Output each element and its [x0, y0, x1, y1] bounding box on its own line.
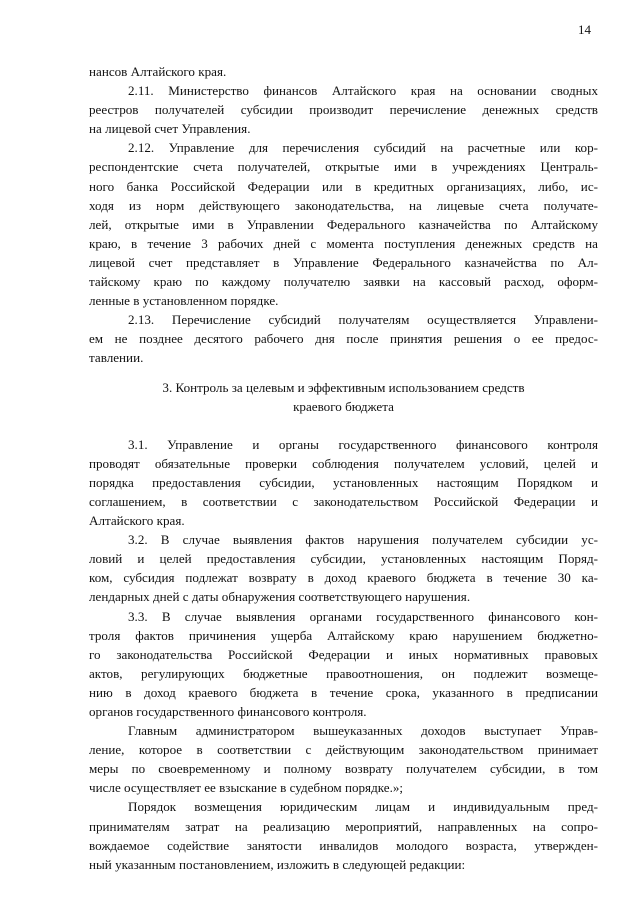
text-line: 2.11. Министерство финансов Алтайского края на основании сводных: [128, 83, 598, 99]
text-line: ного банка Российской Федерации или в кредитных организациях, либо, ис-: [89, 178, 598, 194]
text-line: ходя из норм действующего законодательства, на лицевые счета получате-: [89, 197, 598, 213]
text-line: тавлении.: [89, 350, 144, 366]
text-line: вождаемое содействие занятости инвалидов молодого возраста, утвержден-: [89, 837, 598, 853]
paragraph-2-12: [89, 138, 598, 310]
text-line: ление, которое в соответствии с действующим законодательством принимает: [89, 742, 598, 758]
text-line: порядка предоставления субсидии, установленных настоящим Порядком и: [89, 474, 598, 490]
text-line: ем не позднее десятого рабочего дня после принятия решения о ее предос-: [89, 331, 598, 347]
heading-line: краевого бюджета: [293, 398, 394, 414]
paragraph-order: [89, 797, 598, 873]
text-line: краю, в течение 3 рабочих дней с момента поступления денежных средств на: [89, 235, 598, 251]
text-line: ный указанным постановлением, изложить в следующей редакции:: [89, 856, 466, 872]
text-line: актов, регулирующих бюджетные правоотношения, он подлежит возмеще-: [89, 665, 598, 681]
section-heading: [89, 378, 598, 416]
paragraph-2-10-tail: [89, 62, 598, 81]
text-line: лей, открытые ими в Управлении Федерального казначейства по Алтайскому: [89, 216, 598, 232]
paragraph-2-11: [89, 81, 598, 138]
text-line: 2.12. Управление для перечисления субсидий на расчетные или кор-: [128, 140, 598, 156]
text-line: Главным администратором вышеуказанных доходов выступает Управ-: [128, 723, 598, 739]
text-line: троля фактов причинения ущерба Алтайскому краю нарушением бюджетно-: [89, 627, 598, 643]
text-line: принимателям затрат на реализацию мероприятий, направленных на сопро-: [89, 818, 598, 834]
text-line: меры по своевременному и полному возврату получателем субсидии, в том: [89, 761, 598, 777]
text-line: 3.3. В случае выявления органами государственного финансового кон-: [128, 608, 598, 624]
paragraph-3-3: [89, 607, 598, 722]
paragraph-administrator: [89, 721, 598, 797]
text-line: соглашением, в соответствии с законодательством Российской Федерации и: [89, 493, 598, 509]
text-line: нансов Алтайского края.: [89, 64, 227, 79]
text-line: реестров получателей субсидии производит перечисление денежных средств: [89, 102, 598, 118]
text-line: го законодательства Российской Федерации и иных нормативных правовых: [89, 646, 598, 662]
text-line: ком, субсидия подлежат возврату в доход краевого бюджета в течение 30 ка-: [89, 570, 598, 586]
text-line: 3.1. Управление и органы государственного финансового контроля: [128, 436, 598, 452]
text-line: тайскому краю по каждому получателю заявки на кассовый расход, оформ-: [89, 274, 598, 290]
text-line: 2.13. Перечисление субсидий получателям осуществляется Управлени-: [128, 312, 598, 328]
text-line: числе осуществляет ее взыскание в судебном порядке.»;: [89, 780, 404, 796]
heading-line: 3. Контроль за целевым и эффективным использованием средств: [162, 379, 525, 395]
text-line: нию в доход краевого бюджета в течение срока, указанного в предписании: [89, 684, 598, 700]
text-line: 3.2. В случае выявления фактов нарушения получателем субсидии ус-: [128, 532, 598, 548]
paragraph-3-2: [89, 530, 598, 606]
text-line: проводят обязательные проверки соблюдения получателем условий, целей и: [89, 455, 598, 471]
text-line: лицевой счет представляет в Управление Федерального казначейства по Ал-: [89, 254, 598, 270]
text-line: на лицевой счет Управления.: [89, 121, 251, 137]
text-line: ленные в установленном порядке.: [89, 293, 279, 309]
text-line: Порядок возмещения юридическим лицам и индивидуальным пред-: [128, 799, 598, 815]
paragraph-2-13: [89, 310, 598, 367]
text-line: лендарных дней с даты обнаружения соответствующего нарушения.: [89, 589, 471, 605]
text-line: ловий и целей предоставления субсидии, установленных настоящим Поряд-: [89, 551, 598, 567]
document-body: [89, 62, 598, 874]
text-line: Алтайского края.: [89, 513, 185, 529]
text-line: органов государственного финансового контроля.: [89, 704, 367, 719]
paragraph-3-1: [89, 435, 598, 530]
page-number: 14: [578, 22, 591, 37]
text-line: респондентские счета получателей, открытые ими в учреждениях Централь-: [89, 159, 598, 175]
